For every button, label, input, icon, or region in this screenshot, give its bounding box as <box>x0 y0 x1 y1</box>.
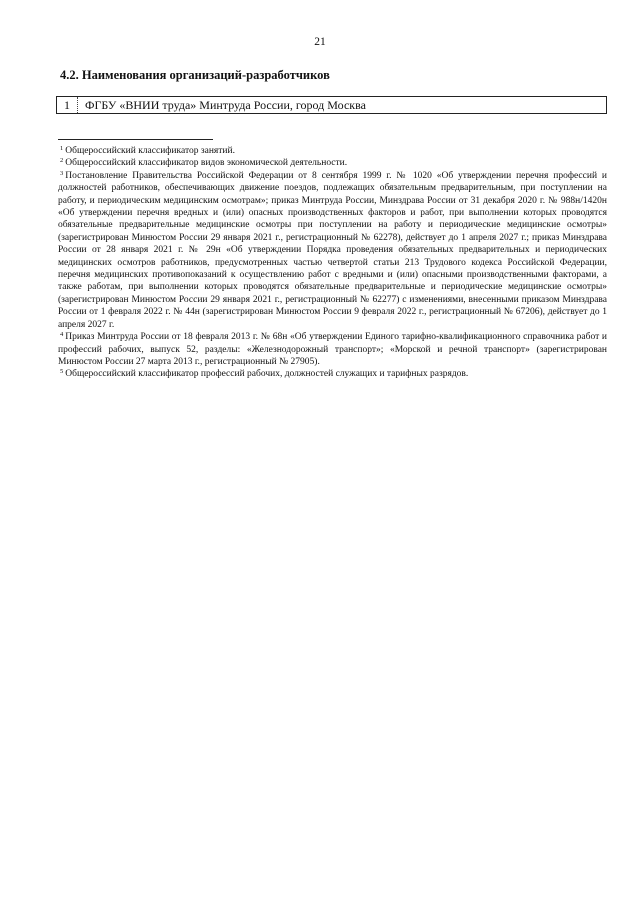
footnote-3 <box>58 170 607 331</box>
footnote-mark: 4 <box>60 331 64 339</box>
footnote-text: Общероссийский классификатор профессий рабочих, должностей служащих и тарифных разрядов. <box>65 369 469 380</box>
footnote-4 <box>58 331 607 368</box>
footnote-mark: 2 <box>60 157 64 165</box>
footnote-mark: 3 <box>60 169 64 177</box>
footnote-separator <box>58 139 213 140</box>
section-heading: 4.2. Наименования организаций-разработчиков <box>60 68 330 82</box>
footnote-mark: 5 <box>60 368 64 376</box>
footnote-1 <box>58 145 607 157</box>
page-number: 21 <box>314 36 326 48</box>
footnote-text: Приказ Минтруда России от 18 февраля 2013 г. № 68н «Об утверждении Единого тарифно-квалификационного справочника работ и профессий рабочих, выпуск 52, разделы: «Железнодорожный транспорт»; «Морской и речной транспорт» (зарегистрирован Минюстом России 27 марта 2013 г., регистрационный № 27905). <box>58 332 607 367</box>
organization-number: 1 <box>57 97 78 113</box>
footnotes <box>58 145 607 381</box>
footnote-5 <box>58 368 607 380</box>
footnote-mark: 1 <box>60 145 64 152</box>
footnote-text: Постановление Правительства Российской Федерации от 8 сентября 1999 г. № 1020 «Об утверждении перечня профессий и должностей работников, обеспечивающих движение поездов, подлежащих обязательным предварительным, при поступлении на работу, и периодическим медицинским осмотрам»; приказ Минтруда России, Минздрава России от 31 декабря 2020 г. № 988н/1420н «Об утверждении перечня вредных и (или) опасных производственных факторов и работ, при выполнении которых проводятся обязательные предварительные медицинские осмотры при поступлении на работу и периодические медицинские осмотры» (зарегистрирован Минюстом России 29 января 2021 г., регистрационный № 62278), действует до 1 апреля 2027 г.; приказ Минздрава России от 28 января 2021 г. № 29н «Об утверждении Порядка проведения обязательных предварительных и периодических медицинских осмотров работников, предусмотренных частью четвертой статьи 213 Трудового кодекса Российской Федерации, перечня медицинских противопоказаний к осуществлению работ с вредными и (или) опасными производственными факторами, а также работам, при выполнении которых проводятся обязательные предварительные и периодические медицинские осмотры» (зарегистрирован Минюстом России 29 января 2021 г., регистрационный № 62277) с изменениями, внесенными приказом Минздрава России от 1 февраля 2022 г. № 44н (зарегистрирован Минюстом России 9 февраля 2022 г., регистрационный № 67206), действует до 1 апреля 2027 г. <box>58 170 607 330</box>
organizations-table <box>56 96 607 114</box>
footnote-text: Общероссийский классификатор видов экономической деятельности. <box>65 158 348 169</box>
footnote-text: Общероссийский классификатор занятий. <box>65 146 235 156</box>
footnote-2 <box>58 157 607 169</box>
organization-name: ФГБУ «ВНИИ труда» Минтруда России, город Москва <box>85 98 366 112</box>
